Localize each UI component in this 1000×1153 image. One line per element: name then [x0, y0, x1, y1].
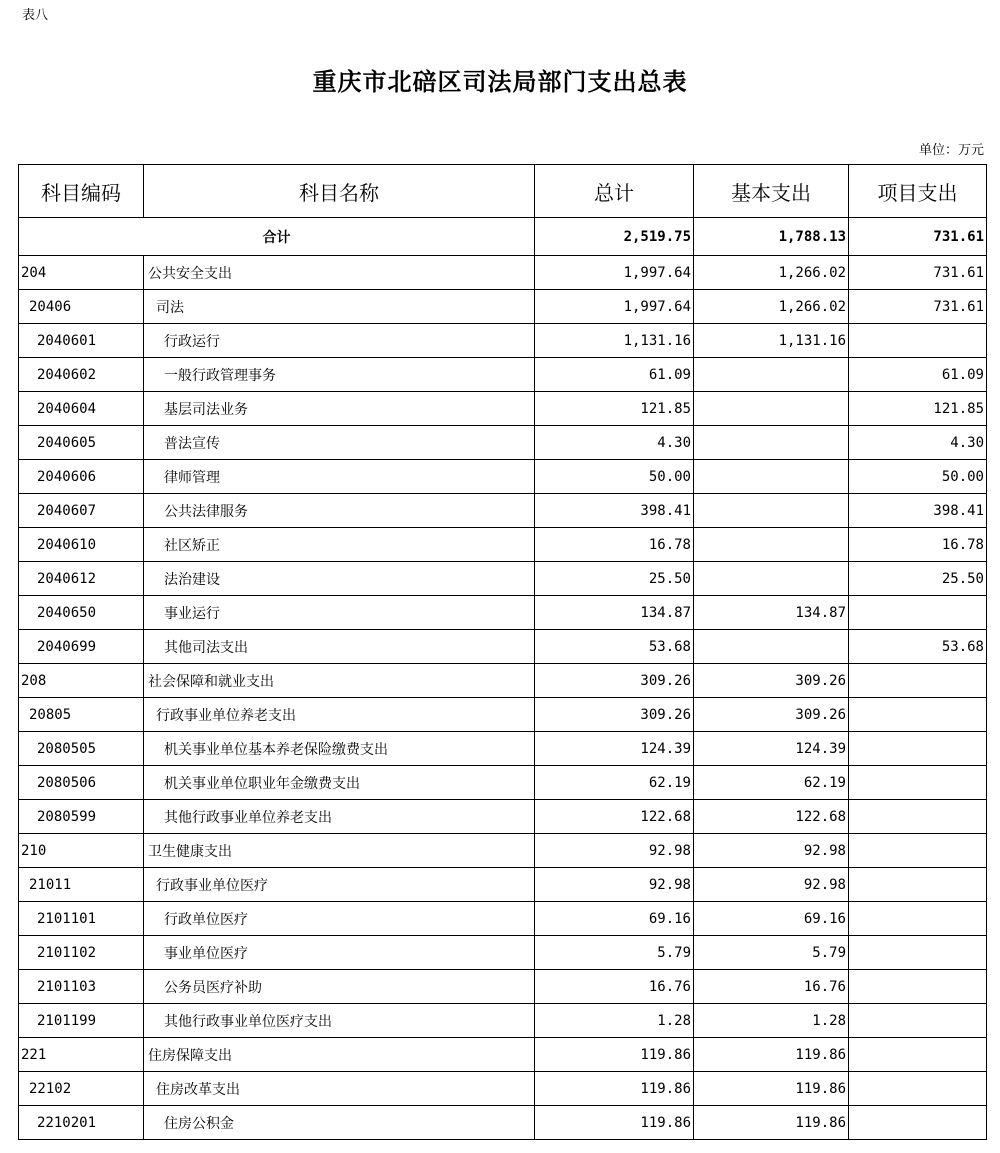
row-name: 普法宣传 [144, 426, 535, 460]
row-code: 2101199 [19, 1004, 144, 1038]
row-name: 行政单位医疗 [144, 902, 535, 936]
table-row [19, 868, 987, 902]
row-name: 律师管理 [144, 460, 535, 494]
table-row [19, 902, 987, 936]
row-project [849, 800, 987, 834]
table-row [19, 766, 987, 800]
table-row [19, 562, 987, 596]
row-code: 2040606 [19, 460, 144, 494]
row-basic: 134.87 [694, 596, 849, 630]
row-code: 2040607 [19, 494, 144, 528]
row-code: 2040601 [19, 324, 144, 358]
row-project: 121.85 [849, 392, 987, 426]
row-code: 2040650 [19, 596, 144, 630]
row-basic: 119.86 [694, 1072, 849, 1106]
row-project [849, 766, 987, 800]
row-basic: 119.86 [694, 1038, 849, 1072]
row-basic: 1,131.16 [694, 324, 849, 358]
row-code: 2101102 [19, 936, 144, 970]
row-total: 1.28 [535, 1004, 694, 1038]
total-label: 合计 [19, 218, 535, 256]
row-basic: 1.28 [694, 1004, 849, 1038]
row-total: 121.85 [535, 392, 694, 426]
row-total: 50.00 [535, 460, 694, 494]
table-row [19, 936, 987, 970]
row-project [849, 1038, 987, 1072]
table-row [19, 630, 987, 664]
row-total: 92.98 [535, 868, 694, 902]
row-code: 2040699 [19, 630, 144, 664]
row-name: 法治建设 [144, 562, 535, 596]
table-number: 表八 [22, 8, 49, 23]
row-total: 134.87 [535, 596, 694, 630]
table-row [19, 426, 987, 460]
row-name: 住房改革支出 [144, 1072, 535, 1106]
row-total: 119.86 [535, 1106, 694, 1140]
row-code: 2101101 [19, 902, 144, 936]
table-row [19, 494, 987, 528]
row-basic [694, 460, 849, 494]
row-name: 其他行政事业单位养老支出 [144, 800, 535, 834]
table-row [19, 460, 987, 494]
row-basic [694, 528, 849, 562]
row-total: 61.09 [535, 358, 694, 392]
row-name: 其他司法支出 [144, 630, 535, 664]
row-total: 69.16 [535, 902, 694, 936]
row-project: 731.61 [849, 290, 987, 324]
row-project [849, 868, 987, 902]
row-total: 25.50 [535, 562, 694, 596]
row-basic: 69.16 [694, 902, 849, 936]
column-header-project: 项目支出 [849, 165, 987, 218]
row-code: 2040602 [19, 358, 144, 392]
row-project [849, 1072, 987, 1106]
row-basic: 92.98 [694, 868, 849, 902]
table-row [19, 528, 987, 562]
row-project: 50.00 [849, 460, 987, 494]
total-project: 731.61 [849, 218, 987, 256]
row-basic: 5.79 [694, 936, 849, 970]
row-name: 一般行政管理事务 [144, 358, 535, 392]
row-code: 20805 [19, 698, 144, 732]
row-name: 卫生健康支出 [144, 834, 535, 868]
row-name: 其他行政事业单位医疗支出 [144, 1004, 535, 1038]
table-row [19, 1004, 987, 1038]
row-code: 208 [19, 664, 144, 698]
table-row [19, 392, 987, 426]
row-total: 119.86 [535, 1072, 694, 1106]
row-project [849, 596, 987, 630]
row-basic: 309.26 [694, 698, 849, 732]
row-name: 行政事业单位养老支出 [144, 698, 535, 732]
row-project [849, 1106, 987, 1140]
table-row [19, 664, 987, 698]
row-name: 行政事业单位医疗 [144, 868, 535, 902]
row-total: 1,997.64 [535, 290, 694, 324]
row-project [849, 664, 987, 698]
row-basic: 309.26 [694, 664, 849, 698]
row-name: 基层司法业务 [144, 392, 535, 426]
row-name: 公务员医疗补助 [144, 970, 535, 1004]
table-row [19, 970, 987, 1004]
table-row [19, 834, 987, 868]
row-basic [694, 562, 849, 596]
row-basic [694, 358, 849, 392]
row-code: 221 [19, 1038, 144, 1072]
table-row [19, 698, 987, 732]
row-total: 1,131.16 [535, 324, 694, 358]
row-basic: 1,266.02 [694, 256, 849, 290]
row-total: 4.30 [535, 426, 694, 460]
total-sum: 2,519.75 [535, 218, 694, 256]
row-project [849, 732, 987, 766]
row-basic: 62.19 [694, 766, 849, 800]
row-total: 62.19 [535, 766, 694, 800]
table-row [19, 290, 987, 324]
row-code: 21011 [19, 868, 144, 902]
row-name: 住房保障支出 [144, 1038, 535, 1072]
row-total: 398.41 [535, 494, 694, 528]
row-total: 309.26 [535, 664, 694, 698]
table-row [19, 1106, 987, 1140]
row-basic: 16.76 [694, 970, 849, 1004]
row-total: 5.79 [535, 936, 694, 970]
total-row [19, 218, 987, 256]
row-name: 事业单位医疗 [144, 936, 535, 970]
row-basic: 119.86 [694, 1106, 849, 1140]
row-project [849, 936, 987, 970]
row-code: 2080599 [19, 800, 144, 834]
row-total: 309.26 [535, 698, 694, 732]
row-code: 2040612 [19, 562, 144, 596]
row-project: 4.30 [849, 426, 987, 460]
row-project: 61.09 [849, 358, 987, 392]
row-total: 53.68 [535, 630, 694, 664]
row-code: 22102 [19, 1072, 144, 1106]
row-code: 2040605 [19, 426, 144, 460]
row-project [849, 698, 987, 732]
row-code: 204 [19, 256, 144, 290]
expenditure-table [18, 164, 987, 1140]
table-row [19, 596, 987, 630]
row-basic: 124.39 [694, 732, 849, 766]
row-basic [694, 426, 849, 460]
page-title: 重庆市北碚区司法局部门支出总表 [312, 67, 688, 96]
row-project: 398.41 [849, 494, 987, 528]
row-total: 122.68 [535, 800, 694, 834]
row-code: 2040604 [19, 392, 144, 426]
table-row [19, 732, 987, 766]
row-project: 16.78 [849, 528, 987, 562]
row-total: 124.39 [535, 732, 694, 766]
column-header-code: 科目编码 [19, 165, 144, 218]
column-header-total: 总计 [535, 165, 694, 218]
row-code: 20406 [19, 290, 144, 324]
row-total: 16.78 [535, 528, 694, 562]
row-name: 机关事业单位基本养老保险缴费支出 [144, 732, 535, 766]
row-project: 53.68 [849, 630, 987, 664]
row-total: 16.76 [535, 970, 694, 1004]
row-name: 行政运行 [144, 324, 535, 358]
row-name: 住房公积金 [144, 1106, 535, 1140]
row-code: 2101103 [19, 970, 144, 1004]
table-header-row [19, 165, 987, 218]
row-total: 92.98 [535, 834, 694, 868]
row-code: 2080505 [19, 732, 144, 766]
row-code: 210 [19, 834, 144, 868]
row-total: 1,997.64 [535, 256, 694, 290]
row-name: 事业运行 [144, 596, 535, 630]
row-project [849, 970, 987, 1004]
row-name: 公共法律服务 [144, 494, 535, 528]
table-row [19, 1038, 987, 1072]
row-name: 公共安全支出 [144, 256, 535, 290]
column-header-basic: 基本支出 [694, 165, 849, 218]
table-row [19, 800, 987, 834]
row-code: 2040610 [19, 528, 144, 562]
row-basic [694, 630, 849, 664]
unit-label: 单位：万元 [918, 143, 984, 158]
row-total: 119.86 [535, 1038, 694, 1072]
row-project [849, 1004, 987, 1038]
row-project: 731.61 [849, 256, 987, 290]
total-basic: 1,788.13 [694, 218, 849, 256]
row-name: 社区矫正 [144, 528, 535, 562]
row-basic: 92.98 [694, 834, 849, 868]
row-project [849, 324, 987, 358]
column-header-name: 科目名称 [144, 165, 535, 218]
table-row [19, 256, 987, 290]
row-name: 机关事业单位职业年金缴费支出 [144, 766, 535, 800]
row-code: 2210201 [19, 1106, 144, 1140]
row-basic: 1,266.02 [694, 290, 849, 324]
row-code: 2080506 [19, 766, 144, 800]
row-basic: 122.68 [694, 800, 849, 834]
row-name: 司法 [144, 290, 535, 324]
row-project [849, 902, 987, 936]
table-row [19, 358, 987, 392]
row-project: 25.50 [849, 562, 987, 596]
table-row [19, 1072, 987, 1106]
row-name: 社会保障和就业支出 [144, 664, 535, 698]
row-project [849, 834, 987, 868]
row-basic [694, 392, 849, 426]
row-basic [694, 494, 849, 528]
table-row [19, 324, 987, 358]
